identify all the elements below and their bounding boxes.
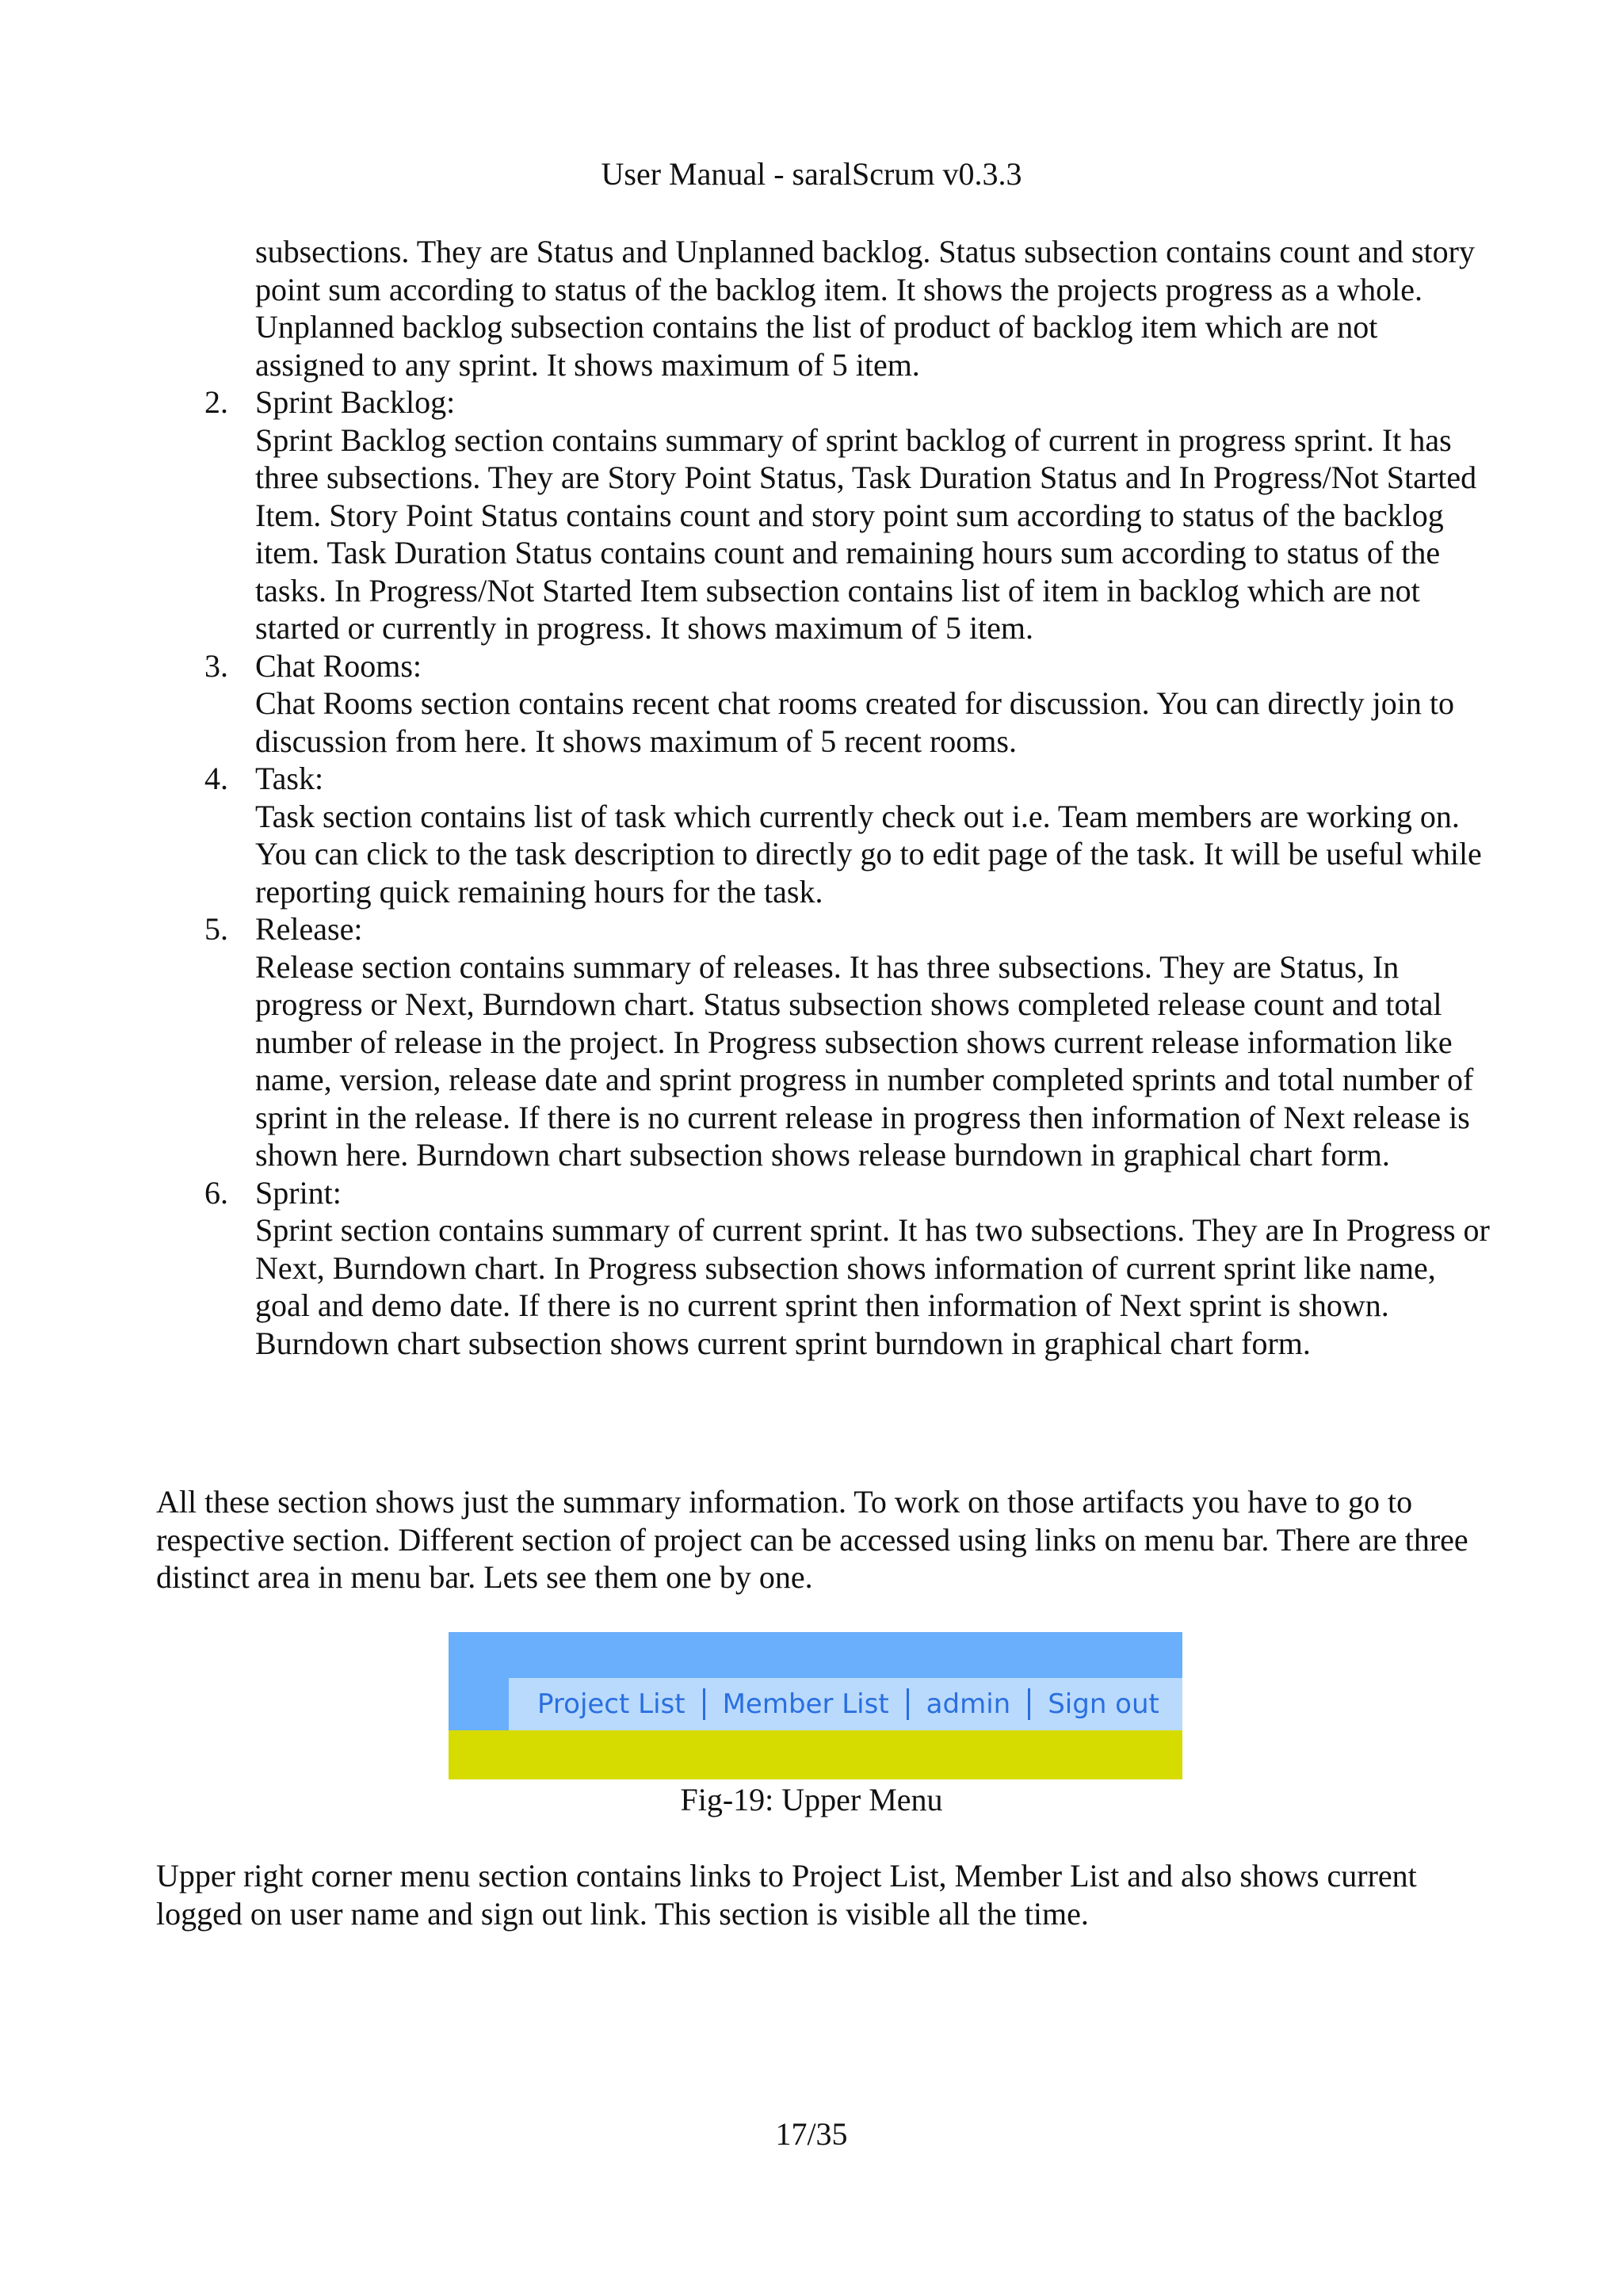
list-number: 2. [204,384,228,420]
list-heading: Release: [255,911,363,947]
list-text: Sprint Backlog section contains summary of sprint backlog of current in progress sprint. It has three subsections. They are Story Point Status, Task Duration Status and In Progress/Not Started Item. Story Point Status contains count and story point sum according to status of the backlog item. Task Duration Status contains count and remaining hours sum according to status of the tasks. In Progress/Not Started Item subsection contains list of item in backlog which are not started or currently in progress. It shows maximum of 5 item. [255,421,1477,646]
project-list-link[interactable]: Project List [537,1688,685,1720]
menu-lower-band [449,1730,1182,1779]
list-number: 6. [204,1174,228,1211]
list-text: Sprint section contains summary of current sprint. It has two subsections. They are In Progress or Next, Burndown chart. In Progress subsection shows information of current sprint like name, goal and demo date. If there is no current sprint then information of Next sprint is shown. Burndown chart subsection shows current sprint burndown in graphical chart form. [255,1212,1490,1361]
list-text: Chat Rooms section contains recent chat rooms created for discussion. You can directly join to discussion from here. It shows maximum of 5 recent rooms. [255,685,1455,759]
list-item-sprint [204,1174,1491,1363]
feature-list [204,233,1491,1362]
upper-menu-figure [449,1632,1182,1779]
page-number: 17/35 [775,2116,848,2152]
list-text: Release section contains summary of releases. It has three subsections. They are Status, In progress or Next, Burndown chart. Status subsection shows completed release count and total number of release in the project. In Progress subsection shows current release information like name, version, release date and sprint progress in number completed sprints and total number of sprint in the release. If there is no current release in progress then information of Next release is shown here. Burndown chart subsection shows release burndown in graphical chart form. [255,948,1474,1173]
summary-paragraph: All these section shows just the summary information. To work on those artifacts you have to go to respective section. Different section of project can be accessed using links on menu bar. There are three distinct area in menu bar. Lets see them one by one. [156,1484,1468,1595]
list-number: 3. [204,647,228,684]
list-item-chat-rooms [204,647,1491,761]
current-user-link[interactable]: admin [926,1688,1011,1720]
list-item-task [204,760,1491,910]
upper-menu-paragraph: Upper right corner menu section contains links to Project List, Member List and also shows current logged on user name and sign out link. This section is visible all the time. [156,1858,1417,1932]
intro-continuation: subsections. They are Status and Unplanned backlog. Status subsection contains count and story point sum according to status of the backlog item. It shows the projects progress as a whole. Unplanned backlog subsection contains the list of product of backlog item which are not assigned to any sprint. It shows maximum of 5 item. [255,234,1475,383]
list-heading: Chat Rooms: [255,647,422,684]
sign-out-link[interactable]: Sign out [1048,1688,1159,1720]
list-number: 5. [204,911,228,947]
list-number: 4. [204,761,228,796]
list-item-release [204,910,1491,1174]
list-item-sprint-backlog [204,383,1491,647]
list-heading: Task: [255,761,324,796]
list-text: Task section contains list of task which currently check out i.e. Team members are working on. You can click to the task description to directly go to edit page of the task. It will be useful while reporting quick remaining hours for the task. [255,798,1482,910]
list-heading: Sprint Backlog: [255,384,456,420]
member-list-link[interactable]: Member List [722,1688,889,1720]
page-header: User Manual - saralScrum v0.3.3 [601,156,1022,192]
list-heading: Sprint: [255,1174,342,1211]
menu-bar [509,1678,1182,1730]
figure-caption: Fig-19: Upper Menu [680,1782,943,1817]
